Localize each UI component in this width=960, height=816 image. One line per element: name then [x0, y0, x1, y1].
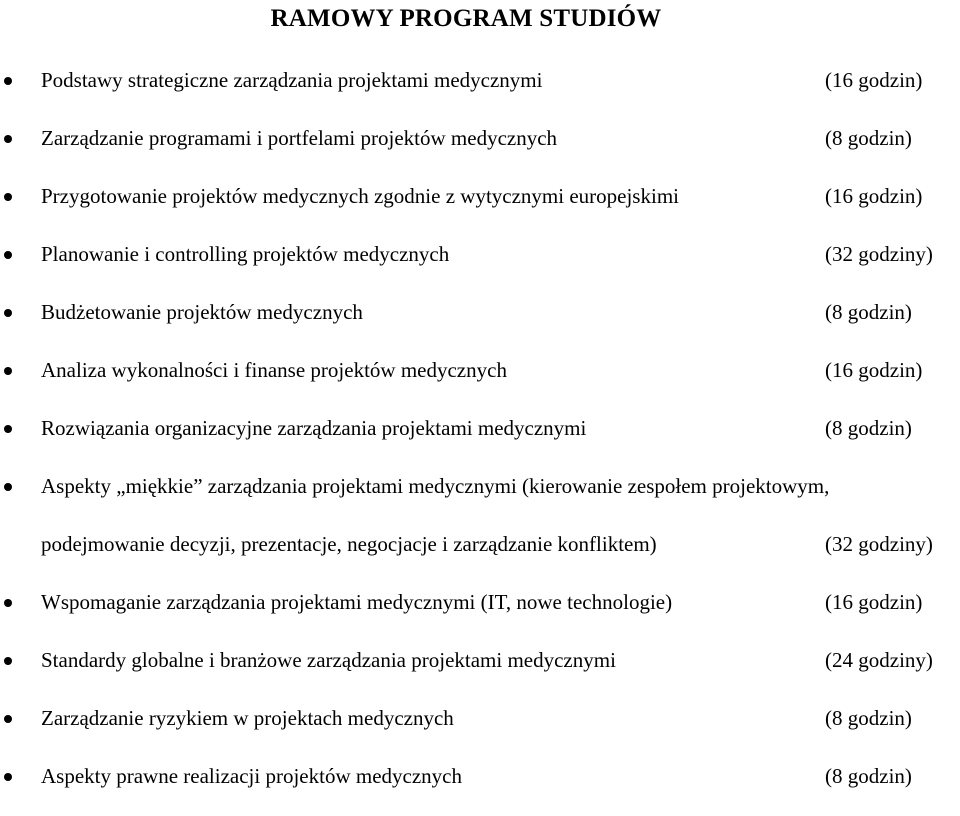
course-name: Wspomaganie zarządzania projektami medycznymi (IT, nowe technologie)	[41, 590, 673, 614]
bullet-icon	[4, 773, 12, 781]
course-hours: (16 godzin)	[825, 184, 923, 208]
bullet-icon	[4, 77, 12, 85]
list-item	[0, 62, 960, 120]
list-item	[0, 294, 960, 352]
page-title: RAMOWY PROGRAM STUDIÓW	[270, 5, 662, 32]
course-name: Aspekty prawne realizacji projektów medycznych	[41, 764, 462, 788]
bullet-icon	[4, 309, 12, 317]
list-item	[0, 410, 960, 468]
course-name: Podstawy strategiczne zarządzania projektami medycznymi	[41, 68, 543, 92]
course-hours: (8 godzin)	[825, 416, 912, 440]
course-hours: (32 godziny)	[825, 532, 933, 556]
bullet-icon	[4, 483, 12, 491]
bullet-icon	[4, 715, 12, 723]
bullet-icon	[4, 251, 12, 259]
list-item	[0, 178, 960, 236]
course-hours: (8 godzin)	[825, 706, 912, 730]
course-hours: (16 godzin)	[825, 68, 923, 92]
course-hours: (16 godzin)	[825, 358, 923, 382]
course-name: Planowanie i controlling projektów medycznych	[41, 242, 450, 266]
list-item	[0, 236, 960, 294]
course-name: Standardy globalne i branżowe zarządzania projektami medycznymi	[41, 648, 616, 672]
course-name-line-2: podejmowanie decyzji, prezentacje, negocjacje i zarządzanie konfliktem)	[41, 532, 657, 556]
course-name: Przygotowanie projektów medycznych zgodnie z wytycznymi europejskimi	[41, 184, 679, 208]
bullet-icon	[4, 367, 12, 375]
bullet-icon	[4, 135, 12, 143]
bullet-icon	[4, 193, 12, 201]
course-name: Budżetowanie projektów medycznych	[41, 300, 363, 324]
list-item	[0, 352, 960, 410]
course-name: Analiza wykonalności i finanse projektów medycznych	[41, 358, 507, 382]
list-item	[0, 758, 960, 816]
list-item	[0, 584, 960, 642]
course-hours: (16 godzin)	[825, 590, 923, 614]
course-hours: (8 godzin)	[825, 300, 912, 324]
bullet-icon	[4, 599, 12, 607]
bullet-icon	[4, 657, 12, 665]
course-name-line-1: Aspekty „miękkie” zarządzania projektami medycznymi (kierowanie zespołem projektowym,	[41, 474, 830, 498]
bullet-icon	[4, 425, 12, 433]
list-item	[0, 120, 960, 178]
list-item	[0, 642, 960, 700]
course-name: Zarządzanie programami i portfelami projektów medycznych	[41, 126, 558, 150]
program-list	[0, 62, 960, 816]
list-item	[0, 468, 960, 584]
course-name: Zarządzanie ryzykiem w projektach medycznych	[41, 706, 454, 730]
course-name: Rozwiązania organizacyjne zarządzania projektami medycznymi	[41, 416, 587, 440]
course-hours: (8 godzin)	[825, 764, 912, 788]
list-item	[0, 700, 960, 758]
course-hours: (32 godziny)	[825, 242, 933, 266]
course-hours: (8 godzin)	[825, 126, 912, 150]
course-hours: (24 godziny)	[825, 648, 933, 672]
